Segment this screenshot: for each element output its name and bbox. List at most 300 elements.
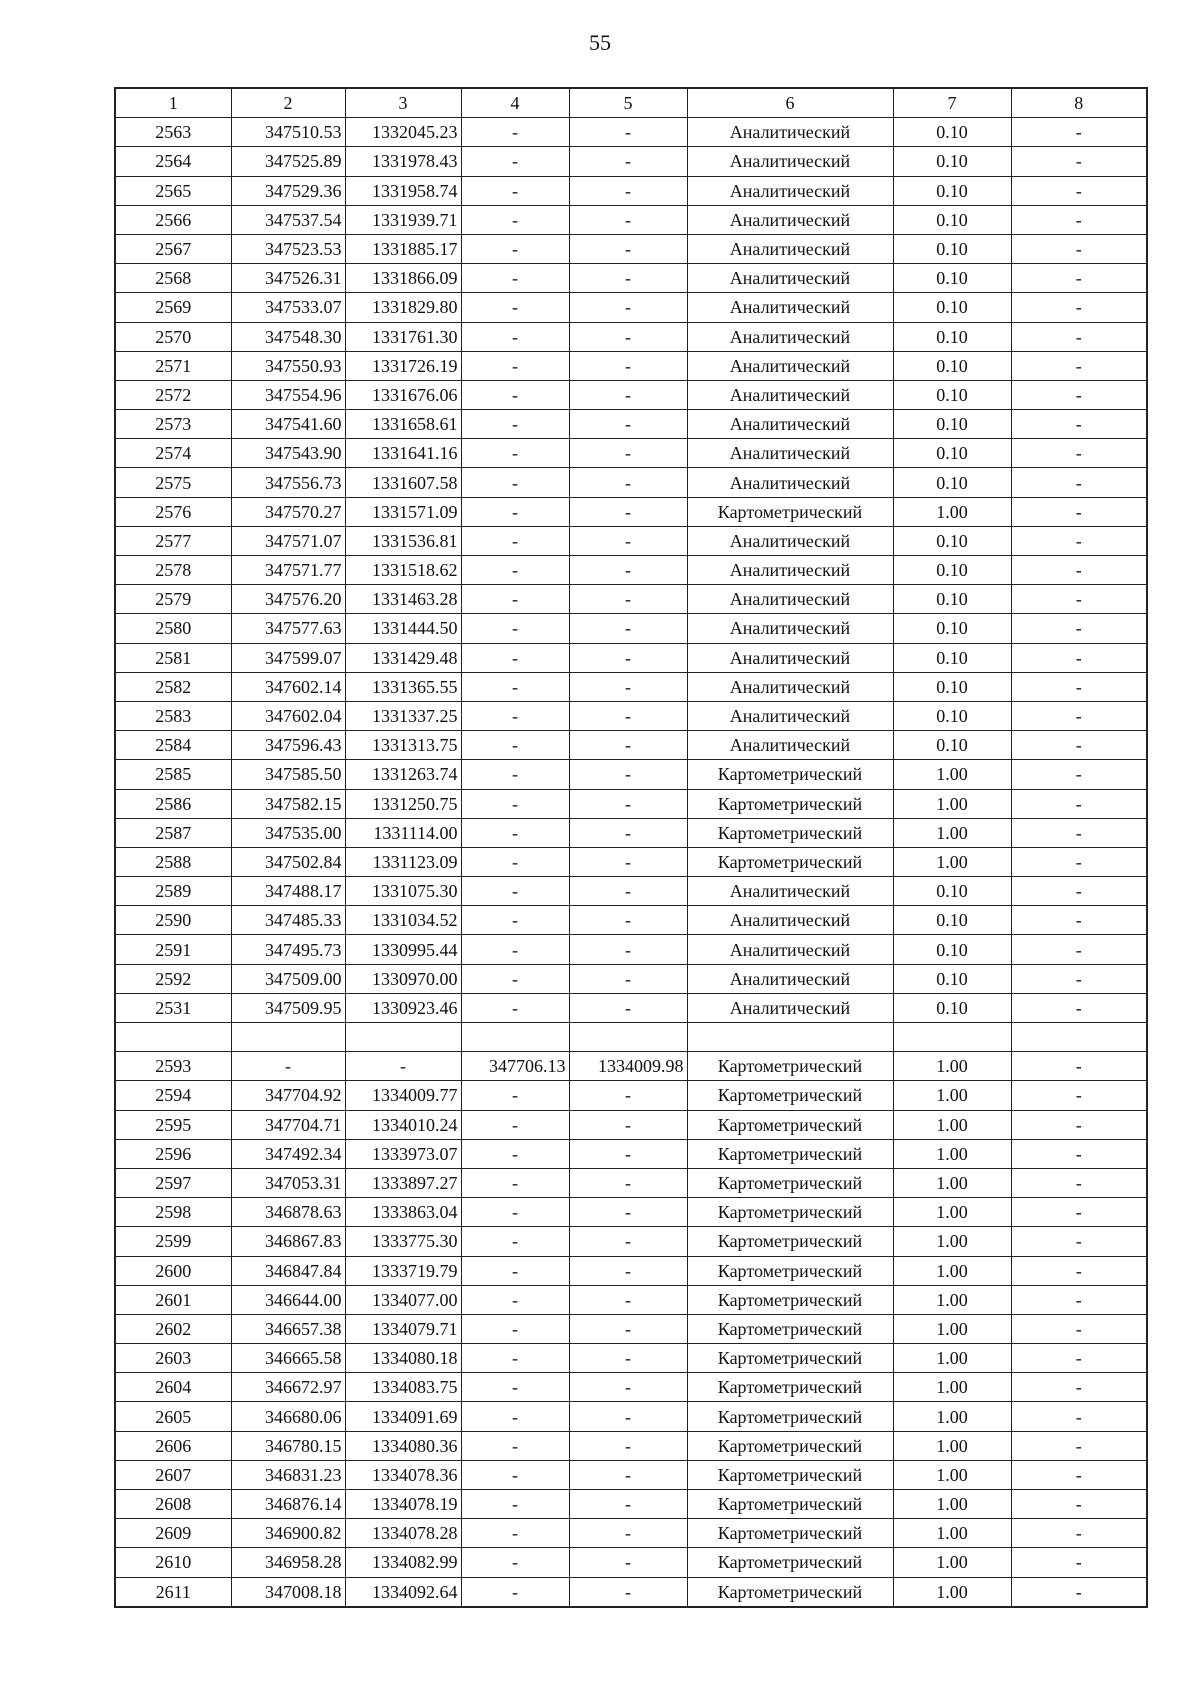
table-cell-col-6: Аналитический (687, 264, 893, 293)
table-cell-col-1: 2590 (115, 906, 231, 935)
table-row (115, 1139, 1147, 1168)
table-cell-col-6: Аналитический (687, 935, 893, 964)
table-cell-col-1: 2566 (115, 205, 231, 234)
table-cell-col-7: 0.10 (893, 526, 1011, 555)
table-cell-col-1: 2600 (115, 1256, 231, 1285)
table-cell-col-5: - (569, 1081, 687, 1110)
table-cell-col-1: 2578 (115, 556, 231, 585)
table-cell-col-4: - (461, 906, 569, 935)
table-cell-col-8: - (1011, 322, 1147, 351)
table-cell-col-1: 2583 (115, 701, 231, 730)
table-cell-col-6: Аналитический (687, 147, 893, 176)
table-row (115, 410, 1147, 439)
table-cell-col-3: 1334009.77 (345, 1081, 461, 1110)
table-cell-col-5: - (569, 1285, 687, 1314)
table-cell-col-6: Аналитический (687, 556, 893, 585)
table-cell-col-2: - (231, 1052, 345, 1081)
table-row (115, 1344, 1147, 1373)
table-cell-col-8: - (1011, 1168, 1147, 1197)
table-cell-col-7: 0.10 (893, 993, 1011, 1022)
table-cell-col-6: Аналитический (687, 439, 893, 468)
table-cell-col-1: 2567 (115, 234, 231, 263)
table-cell-col-1: 2589 (115, 877, 231, 906)
table-cell-col-5: - (569, 1460, 687, 1489)
table-cell-col-5: - (569, 847, 687, 876)
table-cell-col-8: - (1011, 556, 1147, 585)
table-cell-col-4: - (461, 1081, 569, 1110)
table-row (115, 468, 1147, 497)
table-cell-col-2: 347492.34 (231, 1139, 345, 1168)
table-cell-col-7: 0.10 (893, 118, 1011, 147)
table-cell-col-8: - (1011, 760, 1147, 789)
table-cell-col-3: 1334078.36 (345, 1460, 461, 1489)
table-row (115, 847, 1147, 876)
table-cell-col-4: - (461, 1548, 569, 1577)
table-cell-col-8: - (1011, 1373, 1147, 1402)
table-cell-col-6: Картометрический (687, 1344, 893, 1373)
table-cell-col-4: - (461, 818, 569, 847)
table-cell-col-4: - (461, 614, 569, 643)
table-cell-col-7: 1.00 (893, 497, 1011, 526)
table-cell-col-4: - (461, 1139, 569, 1168)
table-cell-col-8: - (1011, 789, 1147, 818)
table-cell-col-2: 347596.43 (231, 731, 345, 760)
table-cell-col-1: 2601 (115, 1285, 231, 1314)
table-cell-col-5: - (569, 410, 687, 439)
table-cell-col-2: 347502.84 (231, 847, 345, 876)
table-cell-col-2: 347495.73 (231, 935, 345, 964)
table-cell-col-7: 1.00 (893, 1431, 1011, 1460)
table-cell-col-7: 1.00 (893, 847, 1011, 876)
table-cell-col-4: - (461, 176, 569, 205)
table-cell-col-7: 0.10 (893, 935, 1011, 964)
column-header-7: 7 (893, 88, 1011, 118)
table-cell-col-8: - (1011, 1285, 1147, 1314)
table-cell-col-8: - (1011, 1548, 1147, 1577)
table-cell-col-7: 0.10 (893, 176, 1011, 205)
table-row (115, 701, 1147, 730)
table-cell-col-6: Аналитический (687, 964, 893, 993)
table-cell-col-2: 347525.89 (231, 147, 345, 176)
table-row (115, 234, 1147, 263)
table-cell-col-6: Аналитический (687, 293, 893, 322)
table-cell-col-6: Картометрический (687, 1198, 893, 1227)
table-cell-col-8: - (1011, 176, 1147, 205)
table-cell-col-5: - (569, 993, 687, 1022)
table-cell-col-1: 2582 (115, 672, 231, 701)
table-cell-col-4: - (461, 1460, 569, 1489)
table-cell-col-6: Аналитический (687, 118, 893, 147)
table-cell-col-8: - (1011, 1227, 1147, 1256)
table-cell-col-6: Аналитический (687, 176, 893, 205)
table-cell-col-3: 1331607.58 (345, 468, 461, 497)
table-cell-col-8: - (1011, 818, 1147, 847)
table-row (115, 351, 1147, 380)
table-cell-col-7: 1.00 (893, 818, 1011, 847)
table-cell-col-1: 2581 (115, 643, 231, 672)
table-cell-col-8: - (1011, 1198, 1147, 1227)
table-cell-col-5: - (569, 1519, 687, 1548)
table-cell-col-7: 1.00 (893, 760, 1011, 789)
table-cell-col-5: - (569, 731, 687, 760)
table-cell-col-2: 347533.07 (231, 293, 345, 322)
table-cell-col-7 (893, 1023, 1011, 1052)
table-cell-col-1: 2605 (115, 1402, 231, 1431)
table-cell-col-1: 2597 (115, 1168, 231, 1197)
table-cell-col-1: 2584 (115, 731, 231, 760)
table-cell-col-8: - (1011, 1490, 1147, 1519)
table-row (115, 293, 1147, 322)
table-cell-col-2: 347509.95 (231, 993, 345, 1022)
table-cell-col-4: - (461, 234, 569, 263)
table-cell-col-2: 347053.31 (231, 1168, 345, 1197)
table-cell-col-2: 346831.23 (231, 1460, 345, 1489)
table-cell-col-6: Картометрический (687, 1577, 893, 1607)
table-cell-col-6: Картометрический (687, 818, 893, 847)
table-cell-col-4: - (461, 468, 569, 497)
table-cell-col-6: Аналитический (687, 993, 893, 1022)
table-cell-col-7: 1.00 (893, 1402, 1011, 1431)
table-row (115, 1198, 1147, 1227)
table-cell-col-2: 347570.27 (231, 497, 345, 526)
table-cell-col-2: 347571.77 (231, 556, 345, 585)
table-cell-col-2: 347008.18 (231, 1577, 345, 1607)
table-cell-col-1: 2595 (115, 1110, 231, 1139)
table-cell-col-4: - (461, 1490, 569, 1519)
column-header-6: 6 (687, 88, 893, 118)
table-cell-col-8: - (1011, 585, 1147, 614)
table-cell-col-6: Картометрический (687, 1139, 893, 1168)
table-cell-col-1: 2608 (115, 1490, 231, 1519)
table-cell-col-7: 0.10 (893, 585, 1011, 614)
table-cell-col-3: 1331463.28 (345, 585, 461, 614)
table-cell-col-8: - (1011, 1519, 1147, 1548)
table-cell-col-1 (115, 1023, 231, 1052)
table-cell-col-8: - (1011, 1139, 1147, 1168)
table-cell-col-3: 1331536.81 (345, 526, 461, 555)
table-cell-col-7: 0.10 (893, 322, 1011, 351)
table-cell-col-1: 2531 (115, 993, 231, 1022)
table-row (115, 818, 1147, 847)
table-cell-col-5 (569, 1023, 687, 1052)
table-cell-col-1: 2563 (115, 118, 231, 147)
table-cell-col-1: 2588 (115, 847, 231, 876)
table-cell-col-8: - (1011, 935, 1147, 964)
table-cell-col-1: 2580 (115, 614, 231, 643)
table-cell-col-8: - (1011, 701, 1147, 730)
table-cell-col-7: 1.00 (893, 1344, 1011, 1373)
table-row (115, 1256, 1147, 1285)
table-cell-col-2: 347704.92 (231, 1081, 345, 1110)
table-cell-col-8: - (1011, 264, 1147, 293)
table-row (115, 1460, 1147, 1489)
table-cell-col-7: 1.00 (893, 1139, 1011, 1168)
table-cell-col-8: - (1011, 1052, 1147, 1081)
table-cell-col-5: - (569, 497, 687, 526)
table-cell-col-5: - (569, 380, 687, 409)
table-row (115, 1227, 1147, 1256)
table-cell-col-5: - (569, 1256, 687, 1285)
table-header (115, 88, 1147, 118)
table-cell-col-6: Картометрический (687, 1431, 893, 1460)
table-cell-col-2: 347602.14 (231, 672, 345, 701)
table-cell-col-7: 1.00 (893, 1081, 1011, 1110)
table-cell-col-3: 1331313.75 (345, 731, 461, 760)
table-cell-col-4: - (461, 264, 569, 293)
table-cell-col-7: 0.10 (893, 410, 1011, 439)
table-cell-col-8: - (1011, 410, 1147, 439)
table-row (115, 497, 1147, 526)
table-cell-col-7: 1.00 (893, 1110, 1011, 1139)
table-cell-col-4: - (461, 1314, 569, 1343)
table-cell-col-7: 0.10 (893, 439, 1011, 468)
table-cell-col-2: 347509.00 (231, 964, 345, 993)
table-cell-col-3: 1331114.00 (345, 818, 461, 847)
table-cell-col-8: - (1011, 118, 1147, 147)
table-cell-col-6: Картометрический (687, 1081, 893, 1110)
table-cell-col-7: 1.00 (893, 1227, 1011, 1256)
table-cell-col-3: 1331641.16 (345, 439, 461, 468)
table-cell-col-6 (687, 1023, 893, 1052)
table-cell-col-6: Картометрический (687, 1402, 893, 1431)
table-cell-col-5: - (569, 234, 687, 263)
table-cell-col-3: 1331658.61 (345, 410, 461, 439)
table-cell-col-5: - (569, 1314, 687, 1343)
table-cell-col-2: 347526.31 (231, 264, 345, 293)
table-cell-col-4: - (461, 935, 569, 964)
table-row (115, 380, 1147, 409)
table-cell-col-4: - (461, 1285, 569, 1314)
table-cell-col-8: - (1011, 906, 1147, 935)
table-cell-col-2: 347571.07 (231, 526, 345, 555)
page-number: 55 (589, 30, 611, 55)
table-cell-col-4: - (461, 789, 569, 818)
table-cell-col-1: 2574 (115, 439, 231, 468)
table-cell-col-1: 2573 (115, 410, 231, 439)
table-cell-col-7: 0.10 (893, 205, 1011, 234)
table-cell-col-5: - (569, 1402, 687, 1431)
table-cell-col-4: - (461, 877, 569, 906)
table-cell-col-5: - (569, 264, 687, 293)
table-row (115, 439, 1147, 468)
table-cell-col-3: 1331978.43 (345, 147, 461, 176)
table-cell-col-6: Аналитический (687, 585, 893, 614)
table-cell-col-6: Аналитический (687, 614, 893, 643)
table-cell-col-2: 347602.04 (231, 701, 345, 730)
table-cell-col-7: 1.00 (893, 1490, 1011, 1519)
table-cell-col-1: 2592 (115, 964, 231, 993)
table-cell-col-3: 1331518.62 (345, 556, 461, 585)
table-cell-col-5: - (569, 701, 687, 730)
table-cell-col-8: - (1011, 439, 1147, 468)
table-cell-col-8: - (1011, 1460, 1147, 1489)
table-cell-col-4: - (461, 585, 569, 614)
table-cell-col-5: - (569, 818, 687, 847)
table-cell-col-4: - (461, 760, 569, 789)
table-cell-col-6: Картометрический (687, 1519, 893, 1548)
table-cell-col-7: 1.00 (893, 1519, 1011, 1548)
table-cell-col-7: 0.10 (893, 701, 1011, 730)
column-header-4: 4 (461, 88, 569, 118)
table-cell-col-5: - (569, 1431, 687, 1460)
table-cell-col-6: Картометрический (687, 1285, 893, 1314)
table-cell-col-3: 1333775.30 (345, 1227, 461, 1256)
table-cell-col-1: 2606 (115, 1431, 231, 1460)
table-cell-col-1: 2565 (115, 176, 231, 205)
table-cell-col-3: 1334078.19 (345, 1490, 461, 1519)
table-cell-col-3: 1334010.24 (345, 1110, 461, 1139)
table-cell-col-2: 347585.50 (231, 760, 345, 789)
table-cell-col-4: - (461, 1256, 569, 1285)
table-cell-col-6: Картометрический (687, 1314, 893, 1343)
table-cell-col-3: 1333719.79 (345, 1256, 461, 1285)
table-cell-col-1: 2576 (115, 497, 231, 526)
table-cell-col-5: - (569, 906, 687, 935)
table-cell-col-7: 0.10 (893, 468, 1011, 497)
table-cell-col-2: 347577.63 (231, 614, 345, 643)
table-cell-col-2: 347541.60 (231, 410, 345, 439)
table-cell-col-5: - (569, 1373, 687, 1402)
table-cell-col-4: - (461, 1198, 569, 1227)
table-cell-col-8: - (1011, 614, 1147, 643)
table-cell-col-5: - (569, 1548, 687, 1577)
table-cell-col-1: 2609 (115, 1519, 231, 1548)
column-header-3: 3 (345, 88, 461, 118)
table-row (115, 1314, 1147, 1343)
table-cell-col-6: Аналитический (687, 468, 893, 497)
table-cell-col-2: 347548.30 (231, 322, 345, 351)
table-cell-col-1: 2594 (115, 1081, 231, 1110)
table-cell-col-2: 346672.97 (231, 1373, 345, 1402)
table-cell-col-3: 1334080.18 (345, 1344, 461, 1373)
table-row (115, 322, 1147, 351)
column-header-5: 5 (569, 88, 687, 118)
table-cell-col-8 (1011, 1023, 1147, 1052)
table-cell-col-6: Картометрический (687, 1256, 893, 1285)
table-row (115, 1490, 1147, 1519)
table-cell-col-6: Картометрический (687, 497, 893, 526)
table-cell-col-5: - (569, 118, 687, 147)
table-cell-col-5: - (569, 1490, 687, 1519)
table-cell-col-8: - (1011, 380, 1147, 409)
table-cell-col-1: 2564 (115, 147, 231, 176)
table-cell-col-6: Картометрический (687, 1110, 893, 1139)
table-row (115, 1052, 1147, 1081)
table-cell-col-4: - (461, 1344, 569, 1373)
table-cell-col-6: Картометрический (687, 1460, 893, 1489)
table-row (115, 760, 1147, 789)
table-cell-col-8: - (1011, 147, 1147, 176)
table-cell-col-5: - (569, 147, 687, 176)
table-row (115, 1285, 1147, 1314)
table-cell-col-1: 2572 (115, 380, 231, 409)
table-cell-col-7: 1.00 (893, 1168, 1011, 1197)
table-cell-col-7: 1.00 (893, 789, 1011, 818)
table-cell-col-6: Аналитический (687, 877, 893, 906)
table-cell-col-2: 347556.73 (231, 468, 345, 497)
table-cell-col-4: - (461, 964, 569, 993)
table-row (115, 643, 1147, 672)
table-cell-col-3: 1330970.00 (345, 964, 461, 993)
table-cell-col-1: 2610 (115, 1548, 231, 1577)
table-row (115, 585, 1147, 614)
table-cell-col-4: - (461, 205, 569, 234)
table-row (115, 935, 1147, 964)
table-cell-col-3: 1331885.17 (345, 234, 461, 263)
table-cell-col-4: - (461, 118, 569, 147)
table-cell-col-1: 2602 (115, 1314, 231, 1343)
table-cell-col-1: 2603 (115, 1344, 231, 1373)
table-cell-col-7: 1.00 (893, 1198, 1011, 1227)
table-cell-col-1: 2599 (115, 1227, 231, 1256)
table-cell-col-4: - (461, 497, 569, 526)
table-cell-col-5: - (569, 643, 687, 672)
table-cell-col-5: - (569, 1110, 687, 1139)
table-cell-col-5: - (569, 351, 687, 380)
table-cell-col-7: 0.10 (893, 731, 1011, 760)
table-cell-col-5: - (569, 614, 687, 643)
table-cell-col-4: 347706.13 (461, 1052, 569, 1081)
table-row (115, 526, 1147, 555)
table-cell-col-3: 1331958.74 (345, 176, 461, 205)
table-cell-col-7: 1.00 (893, 1460, 1011, 1489)
table-cell-col-2: 347510.53 (231, 118, 345, 147)
table-row (115, 1577, 1147, 1607)
table-cell-col-6: Картометрический (687, 1373, 893, 1402)
table-cell-col-3: 1334082.99 (345, 1548, 461, 1577)
table-cell-col-5: - (569, 760, 687, 789)
table-cell-col-5: - (569, 935, 687, 964)
table-cell-col-7: 0.10 (893, 906, 1011, 935)
table-row (115, 964, 1147, 993)
table-cell-col-5: - (569, 1139, 687, 1168)
table-cell-col-1: 2570 (115, 322, 231, 351)
table-cell-col-3: 1330995.44 (345, 935, 461, 964)
table-cell-col-2: 346900.82 (231, 1519, 345, 1548)
table-cell-col-3: 1331365.55 (345, 672, 461, 701)
table-cell-col-2: 346680.06 (231, 1402, 345, 1431)
table-cell-col-2: 347485.33 (231, 906, 345, 935)
table-cell-col-6: Аналитический (687, 672, 893, 701)
table-cell-col-2: 347599.07 (231, 643, 345, 672)
table-cell-col-3: - (345, 1052, 461, 1081)
table-cell-col-2: 347488.17 (231, 877, 345, 906)
table-cell-col-2: 346867.83 (231, 1227, 345, 1256)
table-cell-col-6: Аналитический (687, 380, 893, 409)
table-cell-col-8: - (1011, 351, 1147, 380)
table-cell-col-2: 347529.36 (231, 176, 345, 205)
table-cell-col-5: 1334009.98 (569, 1052, 687, 1081)
table-cell-col-3: 1330923.46 (345, 993, 461, 1022)
table-cell-col-5: - (569, 877, 687, 906)
table-cell-col-5: - (569, 439, 687, 468)
table-cell-col-3: 1333863.04 (345, 1198, 461, 1227)
table-cell-col-5: - (569, 672, 687, 701)
table-cell-col-7: 1.00 (893, 1052, 1011, 1081)
table-cell-col-7: 0.10 (893, 556, 1011, 585)
table-cell-col-3: 1331123.09 (345, 847, 461, 876)
table-cell-col-8: - (1011, 643, 1147, 672)
table-row (115, 1431, 1147, 1460)
table-cell-col-2: 346958.28 (231, 1548, 345, 1577)
table-cell-col-2: 346665.58 (231, 1344, 345, 1373)
table-cell-col-7: 0.10 (893, 643, 1011, 672)
table-cell-col-1: 2577 (115, 526, 231, 555)
table-cell-col-2: 347550.93 (231, 351, 345, 380)
table-cell-col-4: - (461, 993, 569, 1022)
table-cell-col-5: - (569, 468, 687, 497)
table-cell-col-6: Аналитический (687, 234, 893, 263)
